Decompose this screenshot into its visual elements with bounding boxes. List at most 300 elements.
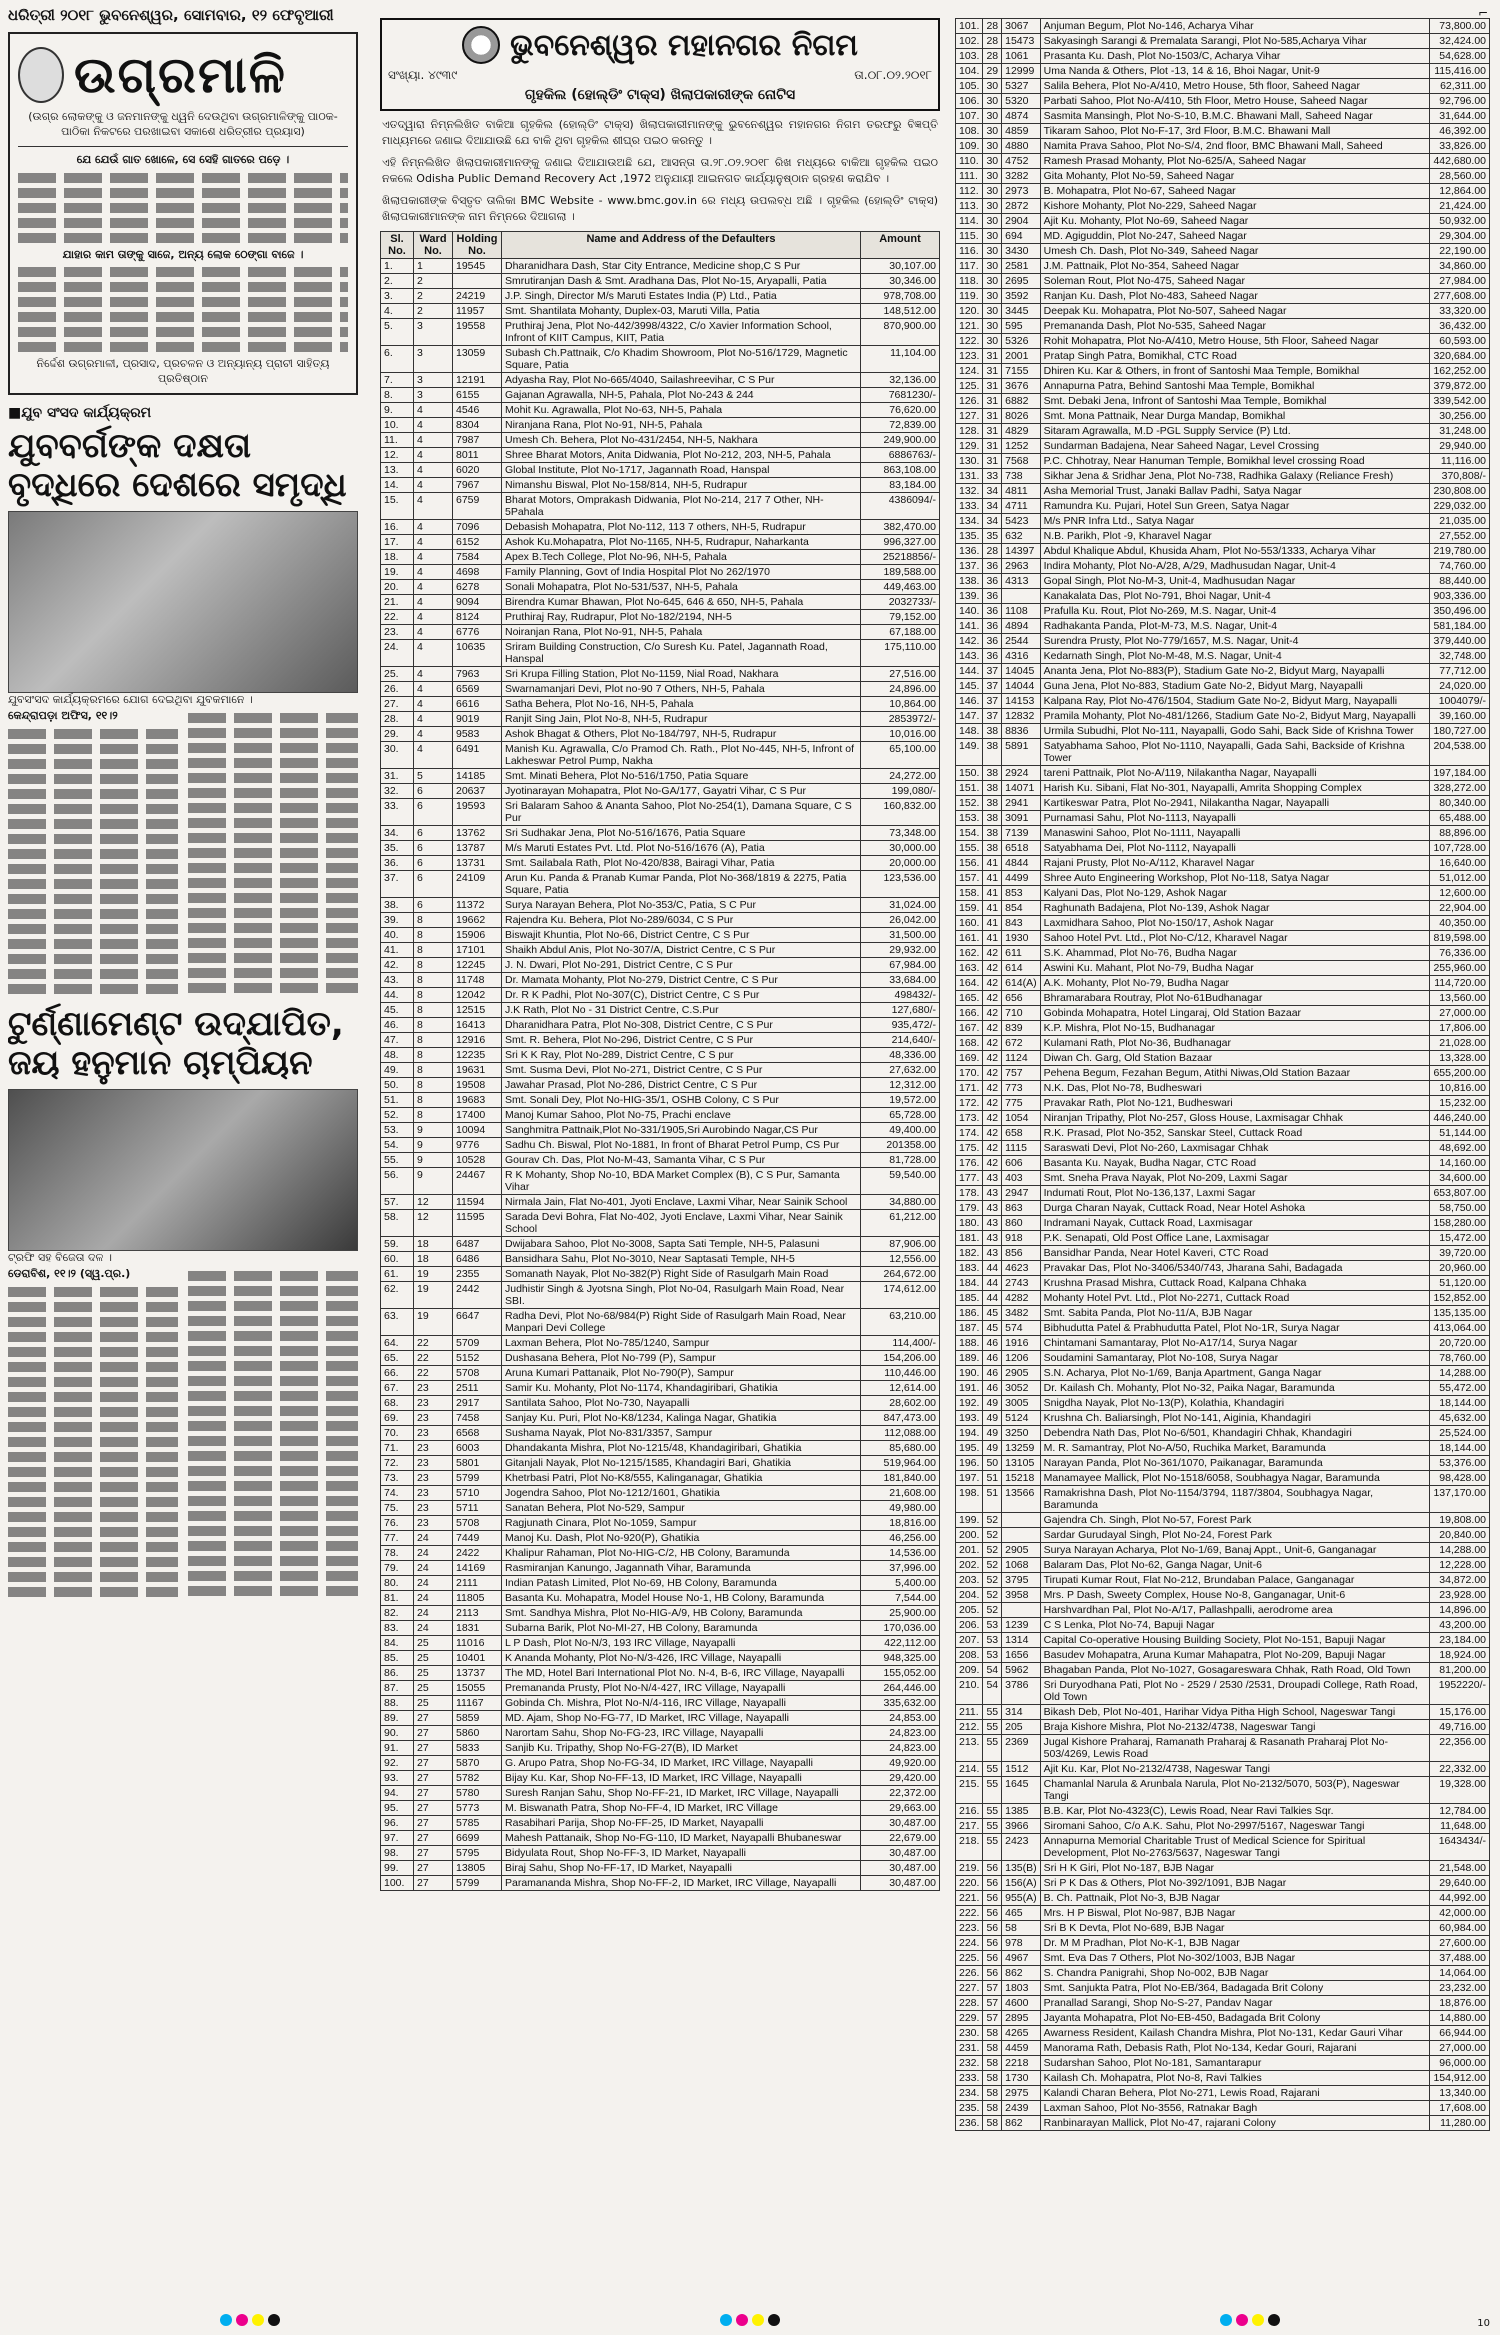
cell-holding: 403	[1002, 1171, 1041, 1186]
cell-holding: 1916	[1002, 1336, 1041, 1351]
cell-ward: 27	[414, 1830, 453, 1845]
cell-ward: 58	[983, 2026, 1002, 2041]
cell-name-address: Pruthiraj Jena, Plot No-442/3998/4322, C/o Xavier Information School, Infront of KIIT Campus, KIIT, Patia	[502, 318, 861, 345]
table-row	[381, 1092, 940, 1107]
cell-holding: 24109	[453, 870, 502, 897]
cell-sl: 70.	[381, 1425, 414, 1440]
cell-name-address: Suresh Ranjan Sahu, Shop No-FF-21, ID Market, IRC Village, Nayapalli	[502, 1785, 861, 1800]
cell-amount: 34,880.00	[861, 1194, 940, 1209]
cell-name-address: Smt. Susma Devi, Plot No-271, District Centre, C S Pur	[502, 1062, 861, 1077]
cell-sl: 23.	[381, 624, 414, 639]
cell-holding: 3795	[1002, 1573, 1041, 1588]
table-row	[956, 1051, 1490, 1066]
table-row	[381, 1650, 940, 1665]
cell-sl: 121.	[956, 319, 983, 334]
cell-ward: 23	[414, 1470, 453, 1485]
cell-name-address: Family Planning, Govt of India Hospital Plot No 262/1970	[502, 564, 861, 579]
table-row	[956, 169, 1490, 184]
table-row	[381, 1665, 940, 1680]
youth-photo	[8, 511, 358, 693]
cell-holding: 13259	[1002, 1441, 1041, 1456]
cell-amount: 79,152.00	[861, 609, 940, 624]
table-row	[956, 931, 1490, 946]
cell-amount: 37,488.00	[1430, 1951, 1490, 1966]
youth-dateline: କେନ୍ଦ୍ରାପଡ଼ା ଅଫିସ, ୧୧।୨	[8, 709, 118, 723]
cell-name-address: Laxman Behera, Plot No-785/1240, Sampur	[502, 1335, 861, 1350]
cell-sl: 54.	[381, 1137, 414, 1152]
cell-holding: 3091	[1002, 811, 1041, 826]
cell-holding: 14045	[1002, 664, 1041, 679]
cell-ward: 9	[414, 1122, 453, 1137]
cell-amount: 819,598.00	[1430, 931, 1490, 946]
table-row	[381, 1875, 940, 1890]
cell-ward: 37	[983, 709, 1002, 724]
cell-name-address: Sitaram Agrawalla, M.D -PGL Supply Service (P) Ltd.	[1040, 424, 1430, 439]
cell-sl: 208.	[956, 1648, 983, 1663]
cell-sl: 31.	[381, 768, 414, 783]
cell-amount: 379,872.00	[1430, 379, 1490, 394]
cell-ward: 36	[983, 604, 1002, 619]
cell-amount: 581,184.00	[1430, 619, 1490, 634]
table-row	[956, 1366, 1490, 1381]
table-row	[956, 1471, 1490, 1486]
cell-amount: 46,256.00	[861, 1530, 940, 1545]
table-row	[956, 529, 1490, 544]
cell-holding: 13787	[453, 840, 502, 855]
cell-holding: 2905	[1002, 1543, 1041, 1558]
table-row	[381, 1194, 940, 1209]
cell-amount: 11,280.00	[1430, 2116, 1490, 2131]
table-row	[956, 424, 1490, 439]
table-row	[381, 1830, 940, 1845]
cell-name-address: Bharat Motors, Omprakash Didwania, Plot No-214, 217 7 Other, NH-5Pahala	[502, 492, 861, 519]
cell-ward: 3	[414, 345, 453, 372]
cell-sl: 211.	[956, 1705, 983, 1720]
cell-name-address: Dr. Kailash Ch. Mohanty, Plot No-32, Paika Nagar, Baramunda	[1040, 1381, 1430, 1396]
cell-sl: 167.	[956, 1021, 983, 1036]
cell-ward: 2	[414, 273, 453, 288]
cell-holding: 58	[1002, 1921, 1041, 1936]
cell-name-address: Manish Ku. Agrawalla, C/o Pramod Ch. Rath., Plot No-445, NH-5, Infront of Lakheswar Petrol Pump, Nakha	[502, 741, 861, 768]
table-row	[956, 619, 1490, 634]
cell-ward: 52	[983, 1603, 1002, 1618]
cell-amount: 32,748.00	[1430, 649, 1490, 664]
cell-name-address: Prasanta Ku. Dash, Plot No-1503/C, Acharya Vihar	[1040, 49, 1430, 64]
cell-sl: 148.	[956, 724, 983, 739]
cell-name-address: Anjuman Begum, Plot No-146, Acharya Vihar	[1040, 19, 1430, 34]
cell-holding: 1803	[1002, 1981, 1041, 1996]
cell-ward: 4	[414, 726, 453, 741]
cell-amount: 45,632.00	[1430, 1411, 1490, 1426]
cell-amount: 24,853.00	[861, 1710, 940, 1725]
cell-sl: 142.	[956, 634, 983, 649]
cell-name-address: Smrutiranjan Dash & Smt. Aradhana Das, Plot No-15, Aryapalli, Patia	[502, 273, 861, 288]
cell-ward: 18	[414, 1236, 453, 1251]
cell-amount: 19,808.00	[1430, 1513, 1490, 1528]
cell-ward: 23	[414, 1380, 453, 1395]
cell-holding: 5709	[453, 1335, 502, 1350]
cell-amount: 49,980.00	[861, 1500, 940, 1515]
cell-name-address: Sriram Building Construction, C/o Suresh Ku. Patel, Jagannath Road, Hanspal	[502, 639, 861, 666]
cell-name-address: Gopal Singh, Plot No-M-3, Unit-4, Madhusudan Nagar	[1040, 574, 1430, 589]
cell-amount: 413,064.00	[1430, 1321, 1490, 1336]
table-row	[956, 856, 1490, 871]
ugramali-credit: ନିର୍ଦ୍ଦେଶ ଉଗ୍ରମାଳୀ, ପ୍ରସାଦ, ପ୍ରଚଳନ ଓ ଅନ୍ୟାନ୍ୟ ପ୍ରାଚୀ ସାହିତ୍ୟ ପ୍ରତିଷ୍ଠାନ	[36, 357, 330, 386]
table-row	[956, 79, 1490, 94]
cell-amount: 27,600.00	[1430, 1936, 1490, 1951]
cell-holding: 854	[1002, 901, 1041, 916]
table-row	[956, 484, 1490, 499]
cell-amount: 264,446.00	[861, 1680, 940, 1695]
table-row	[956, 1381, 1490, 1396]
cell-name-address: Soleman Rout, Plot No-475, Saheed Nagar	[1040, 274, 1430, 289]
cell-sl: 69.	[381, 1410, 414, 1425]
cell-sl: 199.	[956, 1513, 983, 1528]
cell-amount: 31,500.00	[861, 927, 940, 942]
cell-amount: 72,839.00	[861, 417, 940, 432]
cell-holding: 12999	[1002, 64, 1041, 79]
cell-ward: 45	[983, 1321, 1002, 1336]
table-row	[956, 1321, 1490, 1336]
table-row	[956, 1171, 1490, 1186]
cell-holding: 4880	[1002, 139, 1041, 154]
cell-name-address: Smt. Sanjukta Patra, Plot No-EB/364, Badagada Brit Colony	[1040, 1981, 1430, 1996]
table-row	[381, 534, 940, 549]
cell-name-address: S.K. Ahammad, Plot No-76, Budha Nagar	[1040, 946, 1430, 961]
cell-holding: 3592	[1002, 289, 1041, 304]
youth-caption: ଯୁବସଂସଦ କାର୍ଯ୍ୟକ୍ରମରେ ଯୋଗ ଦେଇଥିବା ଯୁବକମାନେ ।	[8, 693, 253, 707]
table-row	[381, 1017, 940, 1032]
cell-amount: 58,750.00	[1430, 1201, 1490, 1216]
cell-name-address: K Ananda Mohanty, Plot No-N/3-426, IRC Village, Nayapalli	[502, 1650, 861, 1665]
table-row	[956, 1411, 1490, 1426]
cell-name-address: Santilata Sahoo, Plot No-730, Nayapalli	[502, 1395, 861, 1410]
table-row	[381, 666, 940, 681]
cell-name-address: Namita Prava Sahoo, Plot No-S/4, 2nd floor, BMC Bhawani Mall, Saheed	[1040, 139, 1430, 154]
cell-ward: 38	[983, 766, 1002, 781]
cell-name-address: Kanakalata Das, Plot No-791, Bhoi Nagar, Unit-4	[1040, 589, 1430, 604]
cell-name-address: Smt. Sonali Dey, Plot No-HIG-35/1, OSHB Colony, C S Pur	[502, 1092, 861, 1107]
cell-amount: 137,170.00	[1430, 1486, 1490, 1513]
cell-sl: 34.	[381, 825, 414, 840]
table-row	[381, 1209, 940, 1236]
cell-amount: 13,560.00	[1430, 991, 1490, 1006]
cell-holding: 3067	[1002, 19, 1041, 34]
cell-holding: 11957	[453, 303, 502, 318]
cell-amount: 24,823.00	[861, 1725, 940, 1740]
cell-ward: 55	[983, 1705, 1002, 1720]
cell-ward: 30	[983, 79, 1002, 94]
table-row	[956, 1777, 1490, 1804]
cell-name-address: Indumati Rout, Plot No-136,137, Laxmi Sagar	[1040, 1186, 1430, 1201]
cell-sl: 170.	[956, 1066, 983, 1081]
cell-sl: 192.	[956, 1396, 983, 1411]
cell-name-address: Smt. Mona Pattnaik, Near Durga Mandap, Bomikhal	[1040, 409, 1430, 424]
table-row	[956, 1762, 1490, 1777]
cell-ward: 4	[414, 447, 453, 462]
cell-name-address: Ragjunath Cinara, Plot No-1059, Sampur	[502, 1515, 861, 1530]
table-row	[956, 499, 1490, 514]
cell-name-address: Smt. Sabita Panda, Plot No-11/A, BJB Nagar	[1040, 1306, 1430, 1321]
cell-holding: 3005	[1002, 1396, 1041, 1411]
cell-sl: 11.	[381, 432, 414, 447]
cell-holding: 1068	[1002, 1558, 1041, 1573]
table-row	[956, 214, 1490, 229]
cell-amount: 60,984.00	[1430, 1921, 1490, 1936]
cell-amount: 21,035.00	[1430, 514, 1490, 529]
cell-holding: 5799	[453, 1875, 502, 1890]
cell-amount: 85,680.00	[861, 1440, 940, 1455]
cell-amount: 62,311.00	[1430, 79, 1490, 94]
table-row	[381, 303, 940, 318]
table-row	[956, 1513, 1490, 1528]
cell-name-address: M/s Maruti Estates Pvt. Ltd. Plot No-516/1676 (A), Patia	[502, 840, 861, 855]
cell-amount: 12,614.00	[861, 1380, 940, 1395]
cell-name-address: Gobinda Ch. Mishra, Plot No-N/4-116, IRC Village, Nayapalli	[502, 1695, 861, 1710]
cell-name-address: Diwan Ch. Garg, Old Station Bazaar	[1040, 1051, 1430, 1066]
table-row	[381, 870, 940, 897]
table-row	[956, 1906, 1490, 1921]
table-row	[381, 840, 940, 855]
cell-name-address: R K Mohanty, Shop No-10, BDA Market Complex (B), C S Pur, Samanta Vihar	[502, 1167, 861, 1194]
cell-ward: 33	[983, 469, 1002, 484]
cell-amount: 978,708.00	[861, 288, 940, 303]
cell-holding	[1002, 1603, 1041, 1618]
cell-holding: 656	[1002, 991, 1041, 1006]
cell-name-address: Chintamani Samantaray, Plot No-A17/14, Surya Nagar	[1040, 1336, 1430, 1351]
cell-holding: 11372	[453, 897, 502, 912]
cell-holding: 8026	[1002, 409, 1041, 424]
cell-ward: 56	[983, 1861, 1002, 1876]
cell-amount: 181,840.00	[861, 1470, 940, 1485]
table-row	[956, 604, 1490, 619]
cell-holding: 694	[1002, 229, 1041, 244]
cell-amount: 127,680/-	[861, 1002, 940, 1017]
cell-sl: 122.	[956, 334, 983, 349]
table-row	[381, 897, 940, 912]
cell-holding: 1061	[1002, 49, 1041, 64]
cell-name-address: Purnamasi Sahu, Plot No-1113, Nayapalli	[1040, 811, 1430, 826]
cell-holding: 3676	[1002, 379, 1041, 394]
cell-ward: 30	[983, 244, 1002, 259]
cell-sl: 129.	[956, 439, 983, 454]
cell-holding: 2941	[1002, 796, 1041, 811]
bmc-header	[380, 18, 940, 111]
cell-ward: 56	[983, 1906, 1002, 1921]
cell-amount: 14,896.00	[1430, 1603, 1490, 1618]
cell-holding: 14071	[1002, 781, 1041, 796]
cell-amount: 55,472.00	[1430, 1381, 1490, 1396]
cell-amount: 12,556.00	[861, 1251, 940, 1266]
cell-amount: 350,496.00	[1430, 604, 1490, 619]
cell-holding: 614(A)	[1002, 976, 1041, 991]
cell-name-address: Guna Jena, Plot No-883, Stadium Gate No-2, Bidyut Marg, Nayapalli	[1040, 679, 1430, 694]
cell-amount: 204,538.00	[1430, 739, 1490, 766]
table-row	[381, 1695, 940, 1710]
cell-holding: 3786	[1002, 1678, 1041, 1705]
cell-amount: 22,332.00	[1430, 1762, 1490, 1777]
cell-amount: 39,720.00	[1430, 1246, 1490, 1261]
cell-ward: 44	[983, 1261, 1002, 1276]
cell-holding: 13737	[453, 1665, 502, 1680]
table-row	[381, 1725, 940, 1740]
cell-holding: 12235	[453, 1047, 502, 1062]
cell-amount: 162,252.00	[1430, 364, 1490, 379]
cell-holding: 672	[1002, 1036, 1041, 1051]
cell-sl: 9.	[381, 402, 414, 417]
cell-sl: 37.	[381, 870, 414, 897]
table-row	[381, 1137, 940, 1152]
cell-sl: 90.	[381, 1725, 414, 1740]
cell-amount: 23,184.00	[1430, 1633, 1490, 1648]
cell-holding: 10635	[453, 639, 502, 666]
cell-sl: 156.	[956, 856, 983, 871]
cell-sl: 32.	[381, 783, 414, 798]
table-row	[956, 1588, 1490, 1603]
cell-ward: 19	[414, 1281, 453, 1308]
table-row	[381, 912, 940, 927]
cell-ward: 25	[414, 1695, 453, 1710]
cell-ward: 34	[983, 514, 1002, 529]
cell-holding: 2439	[1002, 2101, 1041, 2116]
cell-ward: 31	[983, 424, 1002, 439]
cell-name-address: N.K. Das, Plot No-78, Budheswari	[1040, 1081, 1430, 1096]
cell-sl: 7.	[381, 372, 414, 387]
table-row	[381, 1710, 940, 1725]
cell-ward: 30	[983, 214, 1002, 229]
cell-holding: 5962	[1002, 1663, 1041, 1678]
table-row	[381, 1395, 940, 1410]
cell-sl: 169.	[956, 1051, 983, 1066]
table-row	[956, 1663, 1490, 1678]
table-row	[956, 1141, 1490, 1156]
table-row	[956, 1618, 1490, 1633]
table-row	[381, 387, 940, 402]
cell-name-address: A.K. Mohanty, Plot No-79, Budha Nagar	[1040, 976, 1430, 991]
table-row	[956, 289, 1490, 304]
table-row	[381, 987, 940, 1002]
cell-sl: 58.	[381, 1209, 414, 1236]
notice-title: ଗୃହକିଲ (ହୋଲ୍ଡିଂ ଟାକ୍ସ) ଖିଲାପକାରୀଙ୍କ ନୋଟିସ	[524, 87, 796, 103]
cell-amount: 219,780.00	[1430, 544, 1490, 559]
cell-amount: 24,896.00	[861, 681, 940, 696]
cell-name-address: Biswajit Khuntia, Plot No-66, District Centre, C S Pur	[502, 927, 861, 942]
cell-ward: 27	[414, 1770, 453, 1785]
cell-amount: 34,860.00	[1430, 259, 1490, 274]
cell-name-address: Prafulla Ku. Rout, Plot No-269, M.S. Nagar, Unit-4	[1040, 604, 1430, 619]
cell-sl: 231.	[956, 2041, 983, 2056]
table-row	[956, 1819, 1490, 1834]
cell-ward: 4	[414, 741, 453, 768]
cell-name-address: Dr. M M Pradhan, Plot No-K-1, BJB Nagar	[1040, 1936, 1430, 1951]
cell-ward: 4	[414, 564, 453, 579]
cell-sl: 139.	[956, 589, 983, 604]
cell-sl: 125.	[956, 379, 983, 394]
cell-holding: 19631	[453, 1062, 502, 1077]
cell-holding: 2973	[1002, 184, 1041, 199]
cell-ward: 4	[414, 417, 453, 432]
cell-sl: 158.	[956, 886, 983, 901]
table-row	[381, 1062, 940, 1077]
cell-amount: 39,160.00	[1430, 709, 1490, 724]
cell-name-address: Rohit Mohapatra, Plot No-A/410, Metro House, 5th Floor, Saheed Nagar	[1040, 334, 1430, 349]
table-row	[956, 1351, 1490, 1366]
cell-ward: 31	[983, 394, 1002, 409]
cell-holding: 6569	[453, 681, 502, 696]
cell-holding: 606	[1002, 1156, 1041, 1171]
cell-holding: 11748	[453, 972, 502, 987]
cell-sl: 104.	[956, 64, 983, 79]
cell-holding: 5152	[453, 1350, 502, 1365]
cell-holding: 5795	[453, 1845, 502, 1860]
cell-ward: 38	[983, 724, 1002, 739]
cell-ward: 55	[983, 1804, 1002, 1819]
cell-amount: 135,135.00	[1430, 1306, 1490, 1321]
cell-sl: 65.	[381, 1350, 414, 1365]
cell-sl: 73.	[381, 1470, 414, 1485]
cell-sl: 164.	[956, 976, 983, 991]
cell-sl: 61.	[381, 1266, 414, 1281]
cell-name-address: Paramananda Mishra, Shop No-FF-2, ID Market, IRC Village, Nayapalli	[502, 1875, 861, 1890]
cell-name-address: Sri P K Das & Others, Plot No-392/1091, BJB Nagar	[1040, 1876, 1430, 1891]
cell-holding: 4967	[1002, 1951, 1041, 1966]
cell-name-address: Siromani Sahoo, C/o A.K. Sahu, Plot No-2997/5167, Nageswar Tangi	[1040, 1819, 1430, 1834]
cell-holding: 10094	[453, 1122, 502, 1137]
bmc-title: ଭୁବନେଶ୍ୱର ମହାନଗର ନିଗମ	[510, 27, 858, 63]
cell-name-address: Sri Krupa Filling Station, Plot No-1159, Nial Road, Nakhara	[502, 666, 861, 681]
cell-sl: 114.	[956, 214, 983, 229]
cell-sl: 233.	[956, 2071, 983, 2086]
cell-amount: 78,760.00	[1430, 1351, 1490, 1366]
col-name: Name and Address of the Defaulters	[502, 231, 861, 258]
cell-holding: 7963	[453, 666, 502, 681]
bmc-notice	[380, 18, 940, 2298]
cell-amount: 114,720.00	[1430, 976, 1490, 991]
cell-name-address: Annapurna Patra, Behind Santoshi Maa Temple, Bomikhal	[1040, 379, 1430, 394]
cell-amount: 27,552.00	[1430, 529, 1490, 544]
cell-name-address: Salila Behera, Plot No-A/410, Metro House, 5th floor, Saheed Nagar	[1040, 79, 1430, 94]
cell-sl: 235.	[956, 2101, 983, 2116]
cell-name-address: Sanjib Ku. Tripathy, Shop No-FG-27(B), ID Market	[502, 1740, 861, 1755]
cell-name-address: Kartikeswar Patra, Plot No-2941, Nilakantha Nagar, Nayapalli	[1040, 796, 1430, 811]
cell-amount: 88,440.00	[1430, 574, 1490, 589]
cell-ward: 23	[414, 1425, 453, 1440]
cell-sl: 183.	[956, 1261, 983, 1276]
cell-holding: 2111	[453, 1575, 502, 1590]
cell-amount: 12,312.00	[861, 1077, 940, 1092]
cell-sl: 106.	[956, 94, 983, 109]
cell-ward: 4	[414, 402, 453, 417]
cell-name-address: Premananda Dash, Plot No-535, Saheed Nagar	[1040, 319, 1430, 334]
cell-holding: 843	[1002, 916, 1041, 931]
cell-ward: 42	[983, 961, 1002, 976]
cell-ward: 56	[983, 1921, 1002, 1936]
cell-holding: 757	[1002, 1066, 1041, 1081]
cell-ward: 34	[983, 499, 1002, 514]
cell-sl: 91.	[381, 1740, 414, 1755]
table-row	[381, 1575, 940, 1590]
cell-amount: 30,487.00	[861, 1815, 940, 1830]
cell-name-address: Sundarman Badajena, Near Saheed Nagar, Level Crossing	[1040, 439, 1430, 454]
cell-holding: 5891	[1002, 739, 1041, 766]
cell-ward: 8	[414, 942, 453, 957]
cell-sl: 180.	[956, 1216, 983, 1231]
cell-ward: 25	[414, 1680, 453, 1695]
cell-holding: 1108	[1002, 604, 1041, 619]
cell-ward: 8	[414, 1002, 453, 1017]
cell-holding: 4874	[1002, 109, 1041, 124]
table-row	[956, 946, 1490, 961]
